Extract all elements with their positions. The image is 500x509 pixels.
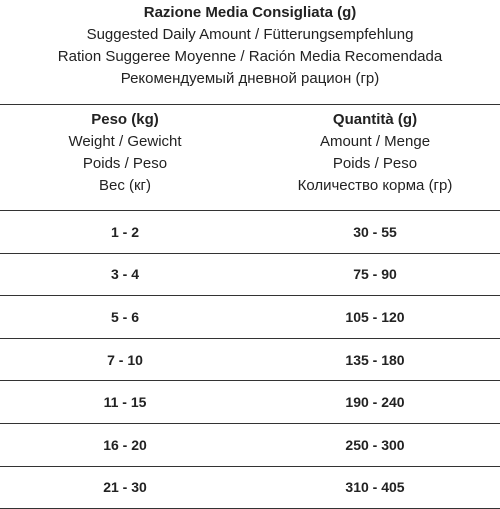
title-french-spanish: Ration Suggeree Moyenne / Ración Media Recomendada bbox=[57, 48, 443, 65]
weight-cell: 11 - 15 bbox=[103, 394, 147, 411]
title-russian: Рекомендуемый дневной рацион (гр) bbox=[120, 70, 380, 87]
table-header-row bbox=[0, 105, 500, 211]
weight-cell: 16 - 20 bbox=[103, 436, 147, 453]
amount-cell: 30 - 55 bbox=[353, 223, 397, 240]
amount-header-english-german: Amount / Menge bbox=[319, 133, 431, 150]
weight-cell: 21 - 30 bbox=[103, 479, 147, 496]
amount-cell: 135 - 180 bbox=[345, 351, 405, 368]
feeding-table bbox=[0, 104, 500, 509]
amount-cell: 310 - 405 bbox=[345, 479, 405, 496]
weight-cell: 3 - 4 bbox=[110, 266, 139, 283]
amount-cell: 250 - 300 bbox=[345, 436, 405, 453]
table-row bbox=[0, 467, 500, 509]
table-row bbox=[0, 424, 500, 467]
weight-cell: 7 - 10 bbox=[107, 351, 143, 368]
weight-cell: 5 - 6 bbox=[110, 308, 139, 325]
amount-header-russian: Количество корма (гр) bbox=[297, 177, 453, 194]
weight-column-header bbox=[0, 105, 250, 210]
weight-header-french-spanish: Poids / Peso bbox=[82, 155, 168, 172]
amount-cell: 105 - 120 bbox=[345, 308, 405, 325]
amount-header-french-spanish: Poids / Peso bbox=[332, 155, 418, 172]
title-block bbox=[0, 2, 500, 90]
table-row bbox=[0, 339, 500, 382]
amount-cell: 190 - 240 bbox=[345, 394, 405, 411]
table-row bbox=[0, 381, 500, 424]
weight-header-italian: Peso (kg) bbox=[91, 111, 159, 128]
weight-header-english-german: Weight / Gewicht bbox=[68, 133, 182, 150]
weight-header-russian: Вес (кг) bbox=[98, 177, 152, 194]
table-row bbox=[0, 211, 500, 254]
table-row bbox=[0, 254, 500, 297]
table-row bbox=[0, 296, 500, 339]
amount-cell: 75 - 90 bbox=[353, 266, 397, 283]
weight-cell: 1 - 2 bbox=[110, 223, 139, 240]
amount-header-italian: Quantità (g) bbox=[332, 111, 418, 128]
title-english-german: Suggested Daily Amount / Fütterungsempfehlung bbox=[86, 26, 414, 43]
title-italian: Razione Media Consigliata (g) bbox=[143, 4, 357, 21]
amount-column-header bbox=[250, 105, 500, 210]
